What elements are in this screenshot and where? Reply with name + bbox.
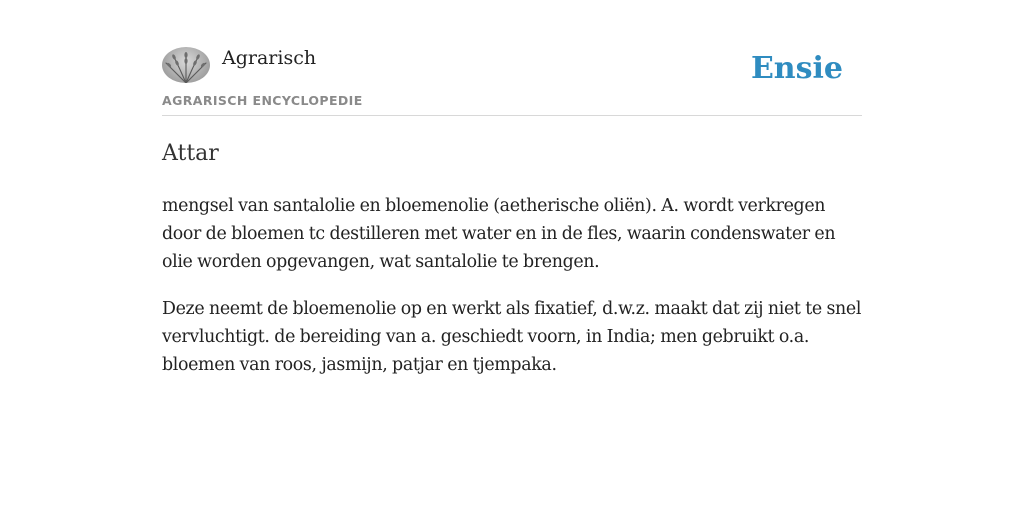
article-paragraph: mengsel van santalolie en bloemenolie (aetherische oliën). A. wordt verkregen door de bloemen tc destilleren met water en in de fles, waarin condenswater en olie worden opgevangen, wat santalolie te brengen. [162, 196, 836, 272]
wheat-icon[interactable] [162, 47, 210, 83]
page-title: Attar [162, 141, 219, 166]
article-body [162, 192, 862, 398]
source-name[interactable]: Agrarisch [222, 47, 317, 69]
header [162, 0, 862, 116]
article-paragraph: Deze neemt de bloemenolie op en werkt als fixatief, d.w.z. maakt dat zij niet te snel vervluchtigt. de bereiding van a. geschiedt voorn, in India; men gebruikt o.a. bloemen van roos, jasmijn, patjar en tjempaka. [162, 299, 862, 375]
page [162, 0, 862, 375]
brand-logo[interactable]: Ensie [750, 51, 843, 86]
source-subtitle: AGRARISCH ENCYCLOPEDIE [162, 93, 363, 108]
